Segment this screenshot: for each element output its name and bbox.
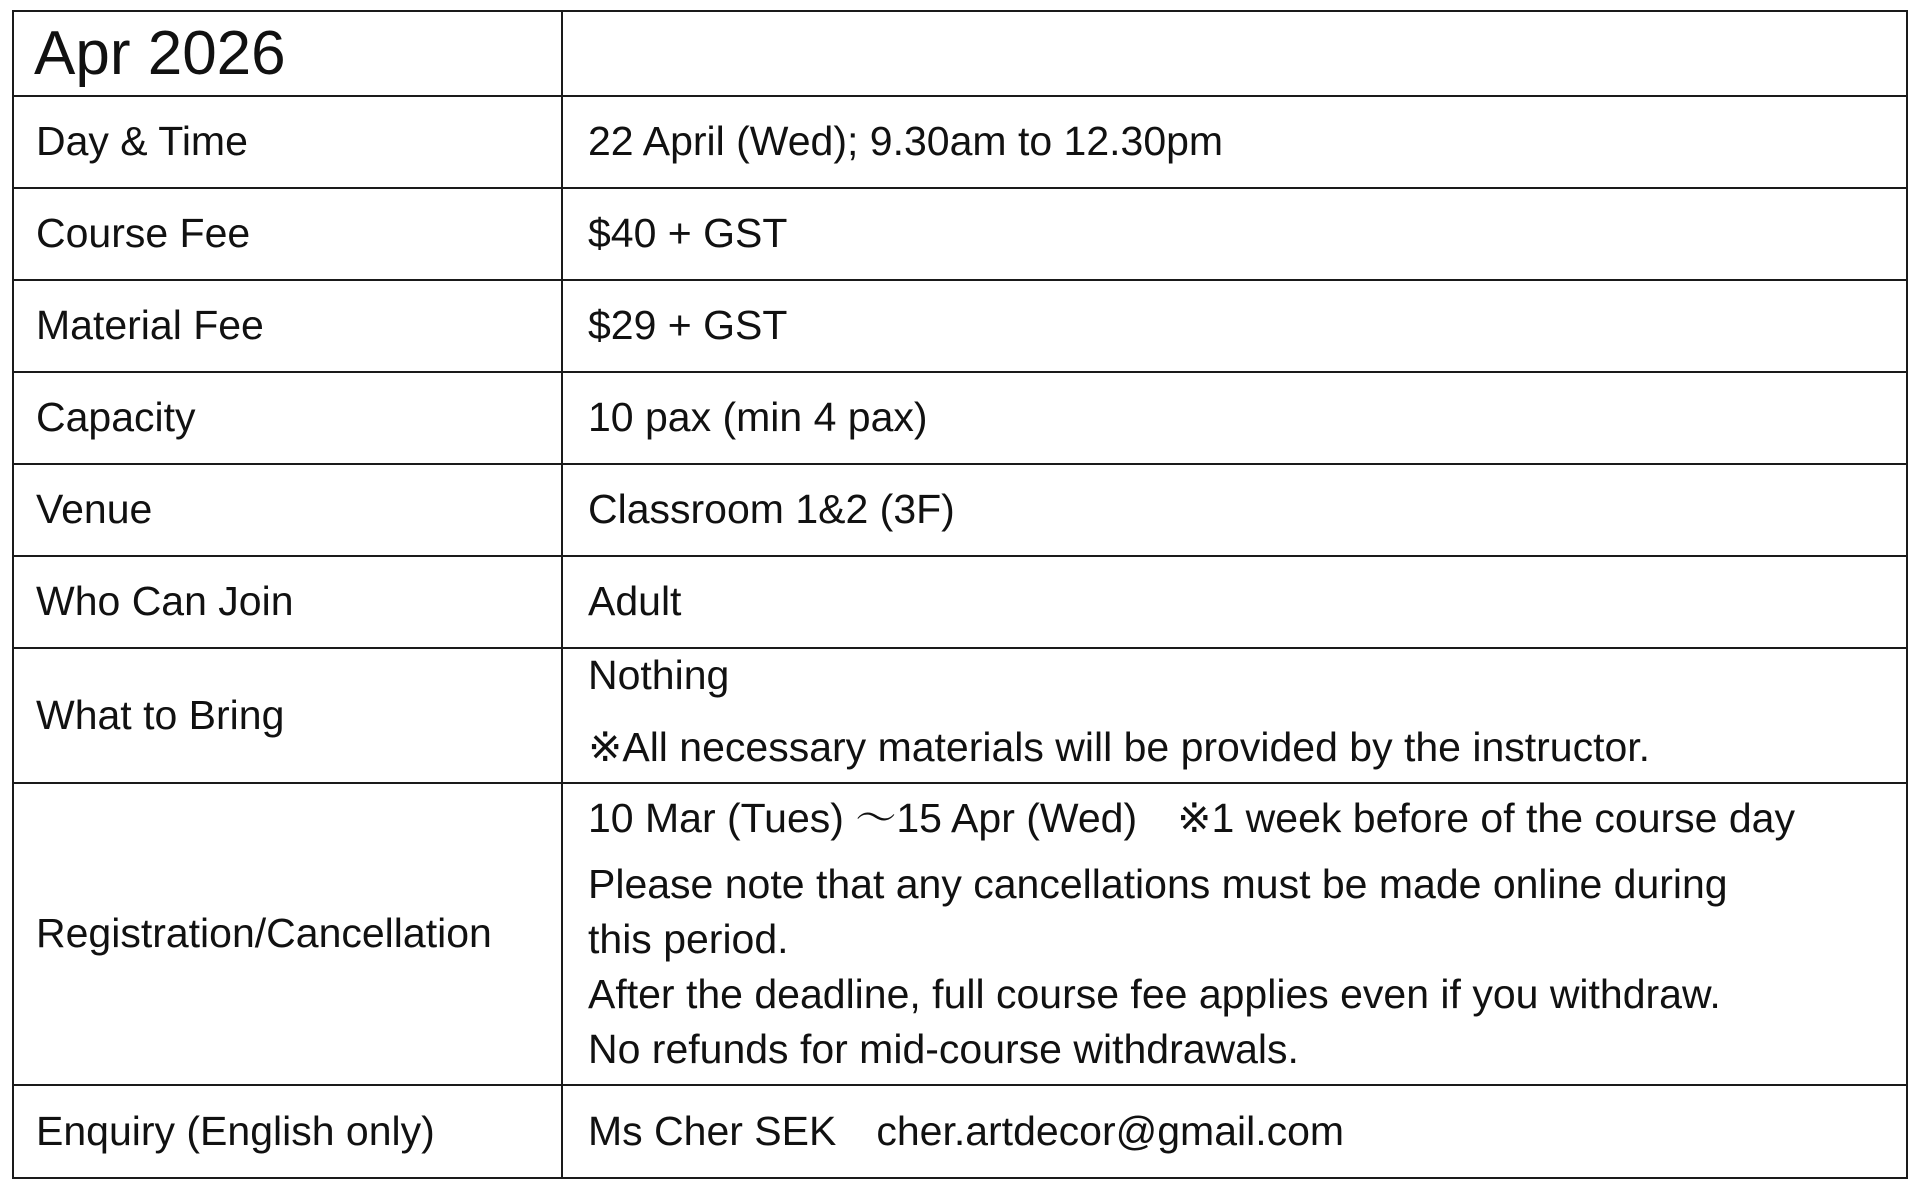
registration-period-note: ※1 week before of the course day: [1177, 795, 1795, 841]
what-to-bring-label: What to Bring: [13, 648, 562, 783]
table-row-venue: [13, 464, 1907, 556]
what-to-bring-value: [562, 648, 1907, 783]
enquiry-value: [562, 1085, 1907, 1178]
what-to-bring-line-2: ※All necessary materials will be provided by the instructor.: [588, 723, 1651, 770]
table-row-capacity: [13, 372, 1907, 464]
enquiry-label: Enquiry (English only): [13, 1085, 562, 1178]
table-title: Apr 2026: [13, 11, 562, 96]
title-row: [13, 11, 1907, 96]
registration-period: 10 Mar (Tues) ～15 Apr (Wed): [588, 795, 1138, 841]
course-info-table: [12, 10, 1908, 1179]
what-to-bring-line-1: Nothing: [588, 652, 730, 699]
enquiry-email[interactable]: cher.artdecor@gmail.com: [876, 1107, 1345, 1154]
enquiry-contact-name: Ms Cher SEK: [588, 1107, 837, 1154]
registration-period-line: [588, 791, 1906, 846]
who-can-join-value: Adult: [562, 556, 1907, 648]
table-row-what-to-bring: [13, 648, 1907, 783]
course-fee-label: Course Fee: [13, 188, 562, 280]
table-row-enquiry: [13, 1085, 1907, 1178]
table-row-material-fee: [13, 280, 1907, 372]
registration-value: [562, 783, 1907, 1085]
material-fee-label: Material Fee: [13, 280, 562, 372]
registration-line-4: After the deadline, full course fee applies even if you withdraw.: [588, 971, 1721, 1017]
table-row-course-fee: [13, 188, 1907, 280]
table-row-who-can-join: [13, 556, 1907, 648]
capacity-value: 10 pax (min 4 pax): [562, 372, 1907, 464]
registration-line-3: this period.: [588, 916, 789, 962]
registration-label: Registration/Cancellation: [13, 783, 562, 1085]
title-blank-cell: [562, 11, 1907, 96]
material-fee-value: $29 + GST: [562, 280, 1907, 372]
who-can-join-label: Who Can Join: [13, 556, 562, 648]
registration-line-5: No refunds for mid-course withdrawals.: [588, 1026, 1299, 1072]
venue-value: Classroom 1&2 (3F): [562, 464, 1907, 556]
day-time-label: Day & Time: [13, 96, 562, 188]
table-row-registration: [13, 783, 1907, 1085]
course-fee-value: $40 + GST: [562, 188, 1907, 280]
registration-line-2: Please note that any cancellations must be made online during: [588, 861, 1728, 907]
capacity-label: Capacity: [13, 372, 562, 464]
day-time-value: 22 April (Wed); 9.30am to 12.30pm: [562, 96, 1907, 188]
table-row-day-time: [13, 96, 1907, 188]
venue-label: Venue: [13, 464, 562, 556]
